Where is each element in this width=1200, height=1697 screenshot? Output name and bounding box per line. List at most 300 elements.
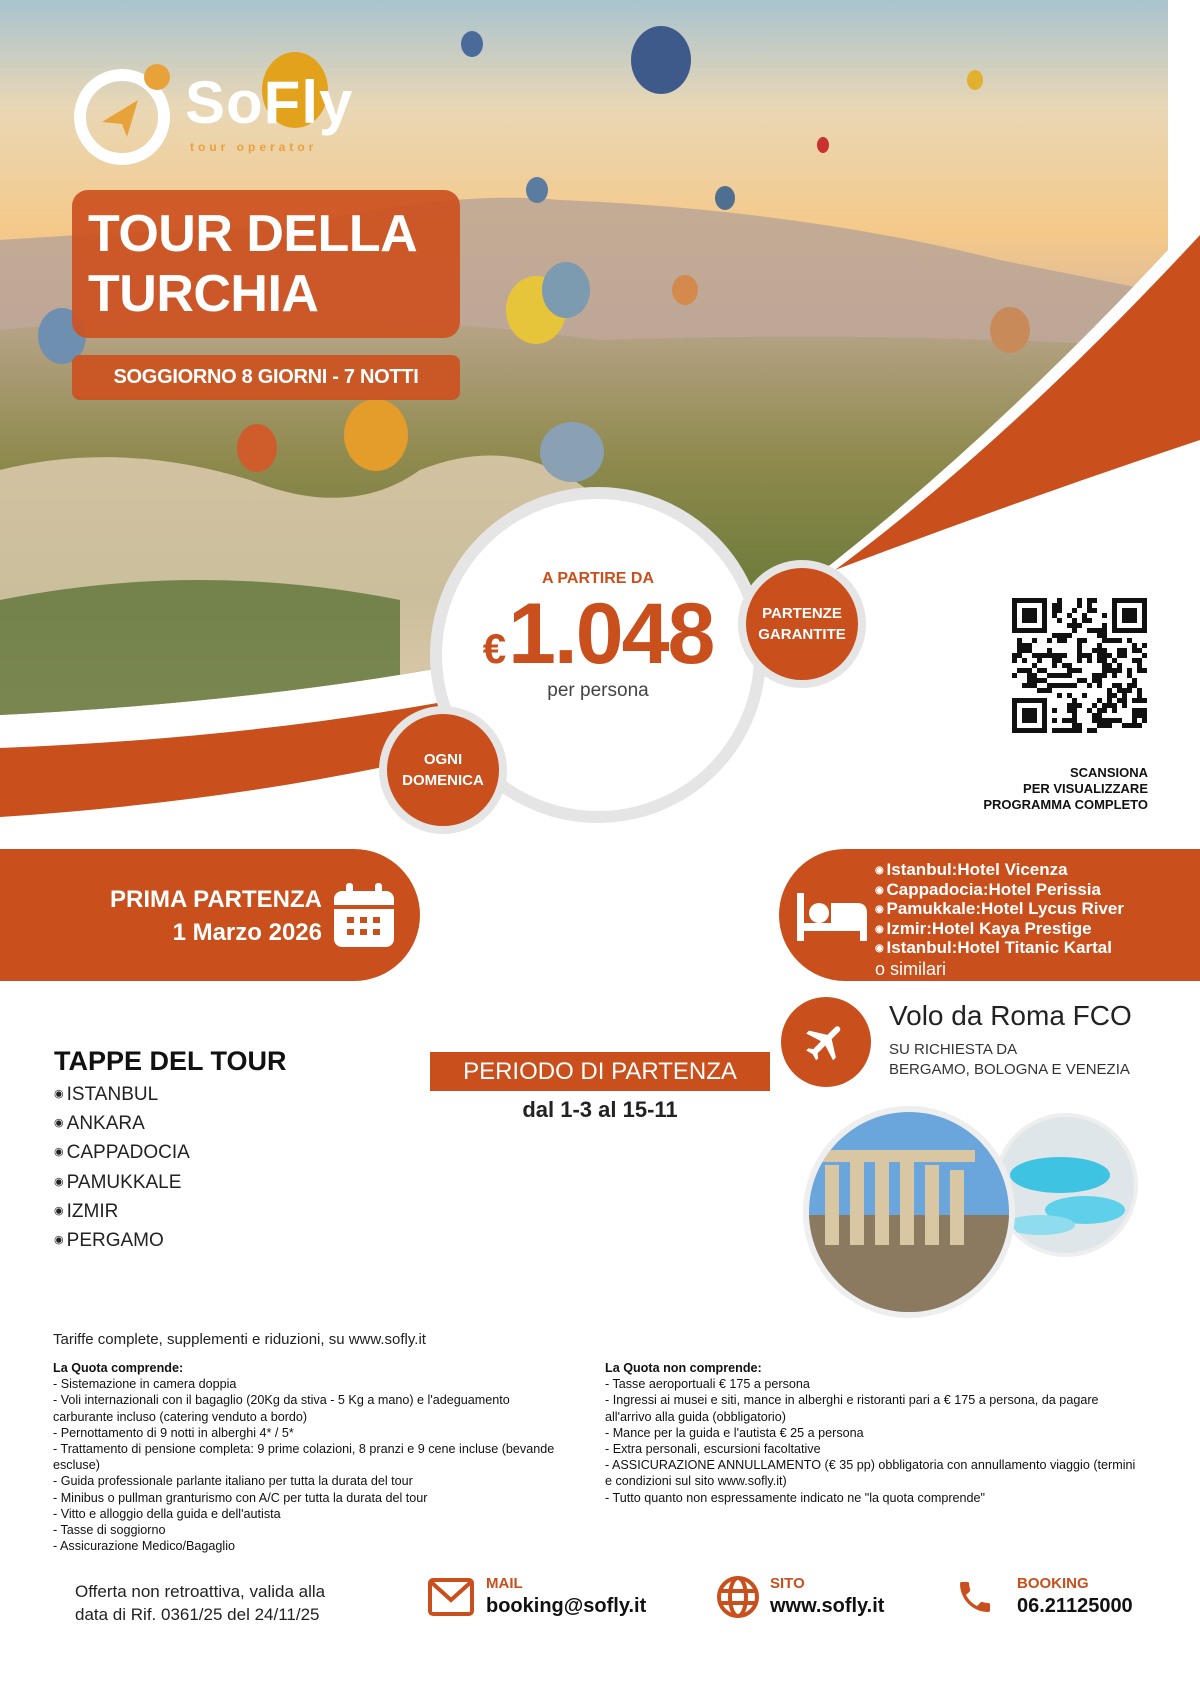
qr-module [1067, 693, 1072, 698]
qr-module [1077, 653, 1082, 658]
qr-module [1057, 693, 1062, 698]
qr-module [1132, 723, 1137, 728]
qr-module [1107, 693, 1112, 698]
qr-module [1112, 638, 1117, 643]
qr-module [1082, 613, 1087, 618]
qr-module [1077, 623, 1082, 628]
qr-module [1012, 673, 1017, 678]
qr-module [1102, 708, 1107, 713]
qr-module [1067, 663, 1072, 668]
qr-module [1042, 678, 1047, 683]
qr-module [1112, 658, 1117, 663]
qr-module [1102, 648, 1107, 653]
qr-module [1027, 643, 1032, 648]
qr-module [1072, 698, 1077, 703]
qr-module [1087, 628, 1092, 633]
qr-module [1122, 653, 1127, 658]
qr-module [1052, 673, 1057, 678]
qr-module [1087, 598, 1092, 603]
qr-module [1022, 708, 1037, 723]
qr-module [1102, 723, 1107, 728]
qr-module [1137, 668, 1142, 673]
qr-module [1107, 663, 1112, 668]
qr-module [1067, 683, 1072, 688]
tour-title [72, 190, 460, 338]
qr-module [1097, 673, 1102, 678]
qr-module [1077, 598, 1082, 603]
qr-module [1047, 683, 1052, 688]
qr-module [1032, 678, 1037, 683]
qr-module [1122, 723, 1127, 728]
qr-module [1097, 633, 1102, 638]
badge-text: DOMENICA [402, 772, 484, 789]
qr-module [1142, 668, 1147, 673]
qr-module [1132, 713, 1137, 718]
qr-module [1052, 603, 1057, 608]
qr-module [1027, 683, 1032, 688]
qr-module [1122, 693, 1127, 698]
hotel-item: ◉ Pamukkale:Hotel Lycus River [875, 900, 1124, 920]
mail-label: MAIL [486, 1575, 523, 1592]
bed-icon [797, 893, 867, 941]
included-item: - Sistemazione in camera doppia [53, 1377, 237, 1392]
included-item: - Voli internazionali con il bagaglio (20Kg da stiva - 5 Kg a mano) e l'adeguamento carburante incluso (catering venduto a bordo) [53, 1393, 510, 1424]
qr-module [1052, 718, 1057, 723]
qr-module [1067, 728, 1072, 733]
qr-module [1137, 663, 1142, 668]
qr-module [1062, 653, 1067, 658]
qr-module [1052, 683, 1057, 688]
excluded-item: - Ingressi ai musei e siti, mance in alberghi e ristoranti pari a € 175 a persona, da pagare all'arrivo alla guida (obbligatorio) [605, 1393, 1099, 1424]
included-title: La Quota comprende: [53, 1361, 184, 1375]
offer-line: data di Rif. 0361/25 del 24/11/25 [75, 1605, 320, 1624]
price-unit: per persona [547, 680, 649, 701]
qr-module [1107, 718, 1112, 723]
logo-wordmark: SoFly [185, 69, 354, 136]
included-item: - Assicurazione Medico/Bagaglio [53, 1539, 236, 1554]
qr-module [1117, 698, 1122, 703]
qr-module [1057, 683, 1062, 688]
qr-module [1087, 603, 1092, 608]
qr-module [1057, 638, 1062, 643]
qr-module [1097, 713, 1102, 718]
departure-period-label: PERIODO DI PARTENZA [430, 1052, 770, 1091]
first-departure-banner [0, 849, 420, 981]
qr-module [1092, 678, 1097, 683]
qr-module [1072, 728, 1077, 733]
site-url[interactable]: www.sofly.it [770, 1595, 885, 1617]
qr-module [1142, 698, 1147, 703]
qr-module [1107, 703, 1112, 708]
qr-module [1052, 653, 1057, 658]
qr-module [1032, 653, 1037, 658]
qr-module [1087, 618, 1092, 623]
qr-module [1082, 693, 1087, 698]
offer-line: Offerta non retroattiva, valida alla [75, 1582, 326, 1601]
qr-module [1097, 708, 1102, 713]
stop-item: ◉ ANKARA [54, 1109, 190, 1138]
qr-module [1142, 718, 1147, 723]
qr-module [1017, 668, 1022, 673]
qr-module [1072, 713, 1077, 718]
qr-module [1042, 653, 1047, 658]
qr-module [1077, 643, 1082, 648]
qr-module [1047, 653, 1052, 658]
badge-text: GARANTITE [758, 626, 846, 643]
flight-sub-line: SU RICHIESTA DA [889, 1041, 1018, 1058]
qr-module [1022, 658, 1027, 663]
qr-module [1062, 663, 1067, 668]
departure-period-range: dal 1-3 al 15-11 [522, 1097, 678, 1122]
qr-module [1022, 608, 1037, 623]
qr-module [1132, 718, 1137, 723]
qr-module [1117, 653, 1122, 658]
qr-module [1097, 653, 1102, 658]
qr-module [1142, 708, 1147, 713]
qr-module [1062, 718, 1067, 723]
qr-module [1097, 643, 1102, 648]
qr-module [1097, 723, 1102, 728]
qr-module [1092, 628, 1097, 633]
qr-module [1042, 668, 1047, 673]
qr-module [1107, 668, 1112, 673]
stop-item: ◉ IZMIR [54, 1197, 190, 1226]
qr-module [1012, 658, 1017, 663]
calendar-icon [332, 883, 396, 949]
qr-module [1132, 658, 1137, 663]
included-item: - Minibus o pullman granturismo con A/C per tutta la durata del tour [53, 1490, 428, 1505]
qr-module [1032, 683, 1037, 688]
qr-module [1092, 598, 1097, 603]
qr-module [1097, 648, 1102, 653]
qr-module [1072, 608, 1077, 613]
qr-module [1022, 668, 1027, 673]
qr-module [1102, 653, 1107, 658]
title-line-1: TOUR DELLA [88, 205, 418, 263]
globe-icon [716, 1575, 760, 1619]
excluded-item: - Extra personali, escursioni facoltative [605, 1442, 821, 1457]
qr-module [1072, 618, 1077, 623]
qr-module [1047, 648, 1052, 653]
site-label: SITO [770, 1575, 805, 1592]
qr-module [1102, 628, 1107, 633]
qr-module [1087, 728, 1092, 733]
qr-module [1132, 643, 1137, 648]
excluded-list [605, 1360, 1145, 1506]
hotel-item: ◉ Istanbul:Hotel Vicenza [875, 861, 1124, 881]
phone-icon [955, 1575, 995, 1619]
qr-code[interactable] [1012, 597, 1147, 734]
qr-module [1092, 703, 1097, 708]
qr-module [1122, 703, 1127, 708]
qr-caption [900, 765, 1148, 813]
included-item: - Trattamento di pensione completa: 9 prime colazioni, 8 pranzi e 9 cene incluse (bevande escluse) [53, 1442, 555, 1473]
qr-module [1012, 653, 1017, 658]
qr-module [1067, 708, 1072, 713]
qr-module [1107, 723, 1112, 728]
qr-module [1137, 708, 1142, 713]
logo-tagline: tour operator [190, 140, 318, 154]
qr-module [1082, 618, 1087, 623]
qr-module [1027, 648, 1032, 653]
qr-module [1117, 668, 1122, 673]
qr-module [1142, 643, 1147, 648]
qr-module [1087, 683, 1092, 688]
first-departure-label: PRIMA PARTENZA [110, 886, 322, 913]
qr-module [1077, 723, 1082, 728]
stop-item: ◉ ISTANBUL [54, 1080, 190, 1109]
hotel-list [875, 861, 1124, 979]
qr-module [1112, 668, 1117, 673]
qr-module [1092, 673, 1097, 678]
qr-module [1072, 683, 1077, 688]
qr-module [1042, 688, 1047, 693]
qr-module [1102, 623, 1107, 628]
qr-module [1112, 718, 1117, 723]
photo-ruins [800, 1100, 1020, 1335]
stop-item: ◉ PAMUKKALE [54, 1168, 190, 1197]
excluded-item: - Tutto quanto non espressamente indicato ne "la quota comprende" [605, 1490, 986, 1505]
qr-module [1102, 718, 1107, 723]
qr-module [1022, 643, 1027, 648]
qr-module [1112, 673, 1117, 678]
qr-module [1052, 708, 1057, 713]
included-item: - Pernottamento di 9 notti in alberghi 4* / 5* [53, 1425, 294, 1440]
qr-module [1067, 668, 1072, 673]
qr-module [1032, 673, 1037, 678]
qr-module [1137, 713, 1142, 718]
qr-module [1137, 648, 1142, 653]
qr-module [1077, 728, 1082, 733]
price-value [440, 586, 756, 691]
qr-module [1142, 653, 1147, 658]
qr-module [1097, 698, 1102, 703]
qr-module [1092, 728, 1097, 733]
qr-module [1097, 678, 1102, 683]
qr-module [1137, 723, 1142, 728]
booking-label: BOOKING [1017, 1575, 1089, 1592]
qr-module [1102, 663, 1107, 668]
title-line-2: TURCHIA [88, 265, 319, 323]
qr-module [1072, 723, 1077, 728]
qr-module [1072, 628, 1077, 633]
qr-module [1117, 638, 1122, 643]
qr-module [1062, 673, 1067, 678]
qr-module [1052, 608, 1057, 613]
currency-symbol: € [482, 625, 505, 672]
qr-module [1127, 673, 1132, 678]
qr-module [1102, 673, 1107, 678]
every-sunday-badge [383, 749, 503, 791]
flight-sub-line: BERGAMO, BOLOGNA E VENEZIA [889, 1061, 1130, 1078]
qr-module [1082, 653, 1087, 658]
qr-module [1017, 638, 1022, 643]
qr-module [1032, 638, 1037, 643]
qr-module [1077, 638, 1082, 643]
qr-module [1137, 693, 1142, 698]
qr-module [1022, 683, 1027, 688]
tour-duration: SOGGIORNO 8 GIORNI - 7 NOTTI [72, 355, 460, 400]
qr-module [1132, 678, 1137, 683]
included-item: - Guida professionale parlante italiano per tutta la durata del tour [53, 1474, 413, 1489]
airplane-icon [802, 1018, 850, 1066]
qr-module [1037, 668, 1042, 673]
qr-module [1027, 673, 1032, 678]
qr-caption-line: SCANSIONA [1069, 765, 1148, 780]
included-list [53, 1360, 573, 1554]
qr-module [1027, 668, 1032, 673]
qr-module [1127, 723, 1132, 728]
qr-module [1057, 658, 1062, 663]
qr-module [1052, 658, 1057, 663]
qr-module [1097, 718, 1102, 723]
qr-module [1062, 683, 1067, 688]
qr-module [1132, 708, 1137, 713]
qr-module [1137, 658, 1142, 663]
qr-module [1067, 703, 1072, 708]
qr-module [1052, 728, 1057, 733]
qr-module [1092, 608, 1097, 613]
qr-module [1142, 713, 1147, 718]
qr-module [1077, 658, 1082, 663]
qr-module [1072, 668, 1077, 673]
hotel-note: o similari [875, 958, 947, 979]
hotels-banner [779, 849, 1200, 981]
qr-module [1122, 608, 1137, 623]
qr-module [1132, 648, 1137, 653]
qr-module [1082, 678, 1087, 683]
qr-module [1062, 728, 1067, 733]
stop-item: ◉ PERGAMO [54, 1226, 190, 1255]
qr-module [1107, 638, 1112, 643]
qr-caption-line: PROGRAMMA COMPLETO [983, 797, 1148, 812]
flight-title: Volo da Roma FCO [889, 1000, 1132, 1031]
qr-module [1057, 728, 1062, 733]
qr-module [1037, 688, 1042, 693]
qr-module [1057, 608, 1062, 613]
qr-module [1122, 688, 1127, 693]
included-item: - Vitto e alloggio della guida e dell'autista [53, 1506, 281, 1521]
qr-module [1102, 703, 1107, 708]
qr-module [1082, 638, 1087, 643]
flight-badge [781, 997, 871, 1087]
qr-module [1057, 653, 1062, 658]
stop-item: ◉ CAPPADOCIA [54, 1138, 190, 1167]
qr-module [1017, 653, 1022, 658]
qr-module [1037, 658, 1042, 663]
qr-module [1117, 648, 1122, 653]
qr-module [1067, 718, 1072, 723]
qr-module [1137, 698, 1142, 703]
qr-module [1077, 603, 1082, 608]
offer-validity [75, 1580, 325, 1626]
qr-module [1122, 648, 1127, 653]
qr-module [1062, 638, 1067, 643]
tariffs-note: Tariffe complete, supplementi e riduzioni, su www.sofly.it [53, 1331, 426, 1348]
qr-module [1052, 613, 1057, 618]
hotel-item: ◉ Cappadocia:Hotel Perissia [875, 881, 1124, 901]
included-item: - Tasse di soggiorno [53, 1523, 166, 1538]
qr-module [1112, 693, 1117, 698]
qr-module [1067, 613, 1072, 618]
qr-module [1072, 703, 1077, 708]
excluded-item: - Mance per la guida e l'autista € 25 a persona [605, 1425, 864, 1440]
qr-module [1077, 703, 1082, 708]
qr-module [1087, 708, 1092, 713]
first-departure-text [110, 883, 322, 949]
qr-module [1067, 673, 1072, 678]
qr-module [1047, 673, 1052, 678]
qr-module [1047, 638, 1052, 643]
flight-alternatives [889, 1040, 1130, 1080]
qr-module [1102, 633, 1107, 638]
photo-pamukkale [990, 1110, 1150, 1270]
hotel-item: ◉ Istanbul:Hotel Titanic Kartal [875, 939, 1124, 959]
qr-module [1022, 648, 1027, 653]
qr-module [1092, 718, 1097, 723]
qr-module [1072, 718, 1077, 723]
qr-module [1062, 633, 1067, 638]
qr-module [1107, 698, 1112, 703]
qr-module [1112, 708, 1117, 713]
stops-list [54, 1080, 190, 1255]
qr-module [1057, 598, 1062, 603]
excluded-item: - ASSICURAZIONE ANNULLAMENTO (€ 35 pp) obbligatoria con annullamento viaggio (termini e condizioni sul sito www.sofly.it) [605, 1458, 1136, 1489]
qr-module [1117, 688, 1122, 693]
qr-module [1037, 653, 1042, 658]
guaranteed-departures-badge [742, 603, 862, 645]
price-label: A PARTIRE DA [542, 570, 654, 587]
qr-module [1072, 708, 1077, 713]
qr-module [1117, 683, 1122, 688]
qr-module [1107, 653, 1112, 658]
qr-module [1097, 628, 1102, 633]
qr-module [1092, 648, 1097, 653]
hotel-item: ◉ Izmir:Hotel Kaya Prestige [875, 920, 1124, 940]
qr-module [1127, 668, 1132, 673]
qr-module [1117, 718, 1122, 723]
stops-title: TAPPE DEL TOUR [54, 1046, 287, 1076]
mail-icon [428, 1578, 474, 1616]
qr-module [1057, 603, 1062, 608]
qr-module [1077, 668, 1082, 673]
qr-module [1117, 663, 1122, 668]
qr-module [1112, 683, 1117, 688]
qr-module [1097, 683, 1102, 688]
booking-phone[interactable]: 06.21125000 [1017, 1595, 1133, 1617]
mail-address[interactable]: booking@sofly.it [486, 1595, 647, 1617]
qr-module [1127, 683, 1132, 688]
qr-module [1032, 663, 1037, 668]
qr-module [1087, 658, 1092, 663]
qr-module [1102, 613, 1107, 618]
qr-caption-line: PER VISUALIZZARE [1023, 781, 1148, 796]
qr-module [1122, 698, 1127, 703]
qr-module [1092, 713, 1097, 718]
qr-module [1057, 633, 1062, 638]
qr-module [1052, 633, 1057, 638]
qr-module [1037, 678, 1042, 683]
qr-module [1057, 673, 1062, 678]
qr-module [1132, 683, 1137, 688]
qr-module [1137, 688, 1142, 693]
qr-module [1017, 648, 1022, 653]
qr-module [1102, 638, 1107, 643]
qr-module [1087, 653, 1092, 658]
qr-module [1112, 703, 1117, 708]
qr-module [1107, 688, 1112, 693]
first-departure-date: 1 Marzo 2026 [172, 919, 322, 946]
